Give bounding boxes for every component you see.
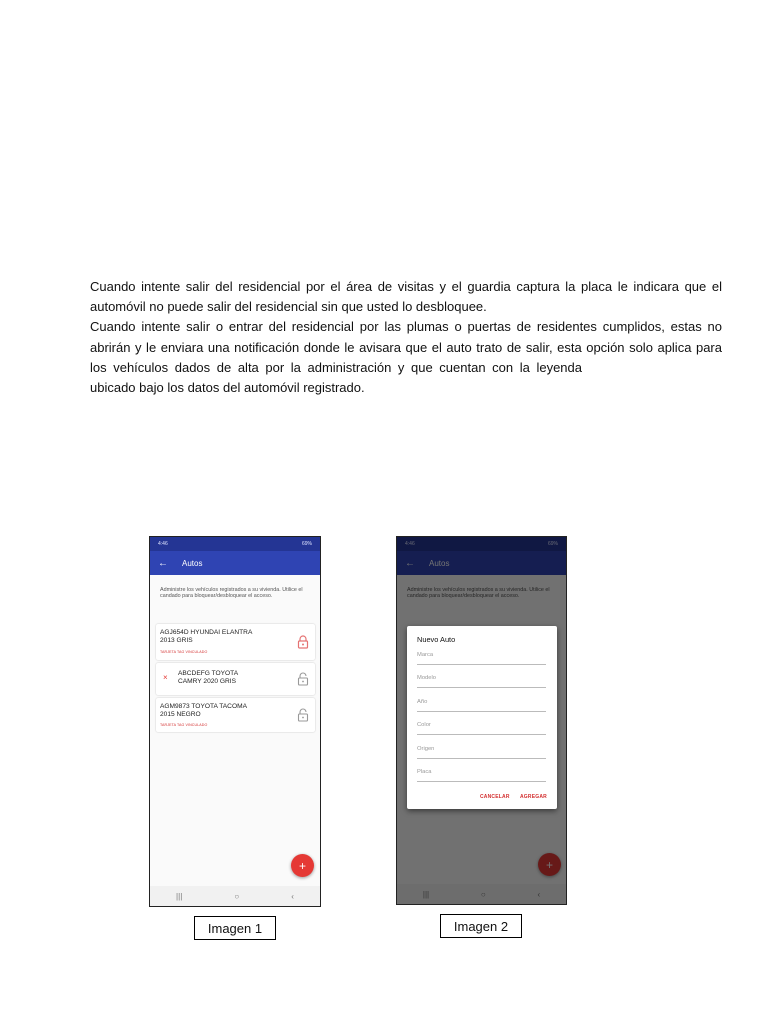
paragraph-2: [90, 317, 722, 398]
vehicle-line-2: 2015 NEGRO: [160, 710, 201, 718]
tag-linked-label: TARJETA TAG VINCULADO: [160, 723, 208, 727]
lock-open-icon[interactable]: [297, 708, 309, 722]
vehicle-card[interactable]: [156, 663, 315, 695]
phone-screenshot-autos: [149, 536, 321, 907]
recent-apps-icon[interactable]: |||: [176, 891, 183, 901]
status-bar: [150, 537, 320, 551]
back-icon[interactable]: ‹: [291, 891, 294, 901]
back-arrow-icon[interactable]: ←: [158, 557, 168, 569]
page-title: Autos: [182, 558, 203, 568]
vehicle-line-2: 2013 GRIS: [160, 636, 193, 644]
tag-linked-label: TARJETA TAG VINCULADO: [160, 650, 208, 654]
paragraph-2-end: ubicado bajo los datos del automóvil registrado.: [90, 380, 365, 396]
caption-image-1: Imagen 1: [194, 916, 276, 940]
document-text: [90, 277, 722, 398]
vehicle-info: [160, 703, 278, 718]
lock-closed-icon[interactable]: [297, 635, 309, 649]
vehicle-card[interactable]: [156, 624, 315, 660]
vehicle-info: [178, 670, 296, 685]
origin-field[interactable]: Origen: [417, 746, 546, 759]
vehicle-line-1: AGJ654D HYUNDAI ELANTRA: [160, 629, 253, 636]
paragraph-2-start: Cuando intente salir o entrar del residencial por las plumas o puertas de residentes cumplidos, estas no abrirán y le enviara una notificación donde le avisara que el auto trato de salir, esta opción solo aplica para los vehículos dados de alta por la administración y que cuentan con la leyenda: [90, 319, 722, 375]
app-bar: [150, 551, 320, 575]
blocked-x-icon: ×: [163, 673, 168, 682]
vehicle-line-1: AGM9873 TOYOTA TACOMA: [160, 703, 247, 710]
vehicle-info: [160, 629, 278, 644]
status-battery: 69%: [301, 541, 312, 547]
new-car-dialog: [407, 626, 557, 809]
vehicle-line-1: ABCDEFG TOYOTA: [178, 670, 239, 677]
lock-open-icon[interactable]: [297, 672, 309, 686]
dialog-title: Nuevo Auto: [417, 635, 456, 644]
model-field[interactable]: Modelo: [417, 675, 546, 688]
add-button[interactable]: AGREGAR: [520, 794, 547, 800]
vehicle-line-2: CAMRY 2020 GRIS: [178, 677, 237, 685]
description-text: Administre los vehículos registrados a su vivienda. Utilice el candado para bloquear/desbloquear el acceso.: [160, 587, 303, 600]
plate-field[interactable]: Placa: [417, 769, 546, 782]
vehicle-card[interactable]: [156, 698, 315, 732]
color-field[interactable]: Color: [417, 722, 546, 735]
phone-screenshot-nuevo-auto: [396, 536, 567, 905]
paragraph-1: Cuando intente salir del residencial por el área de visitas y el guardia captura la placa le indicara que el automóvil no puede salir del residencial sin que usted lo desbloquee.: [90, 279, 722, 315]
home-icon[interactable]: ○: [234, 891, 240, 901]
caption-image-2: Imagen 2: [440, 914, 522, 938]
status-time: 4:46: [158, 541, 168, 547]
add-vehicle-button[interactable]: +: [291, 854, 314, 877]
year-field[interactable]: Año: [417, 699, 546, 712]
brand-field[interactable]: Marca: [417, 652, 546, 665]
cancel-button[interactable]: CANCELAR: [480, 794, 510, 800]
android-nav-bar: [150, 886, 320, 906]
